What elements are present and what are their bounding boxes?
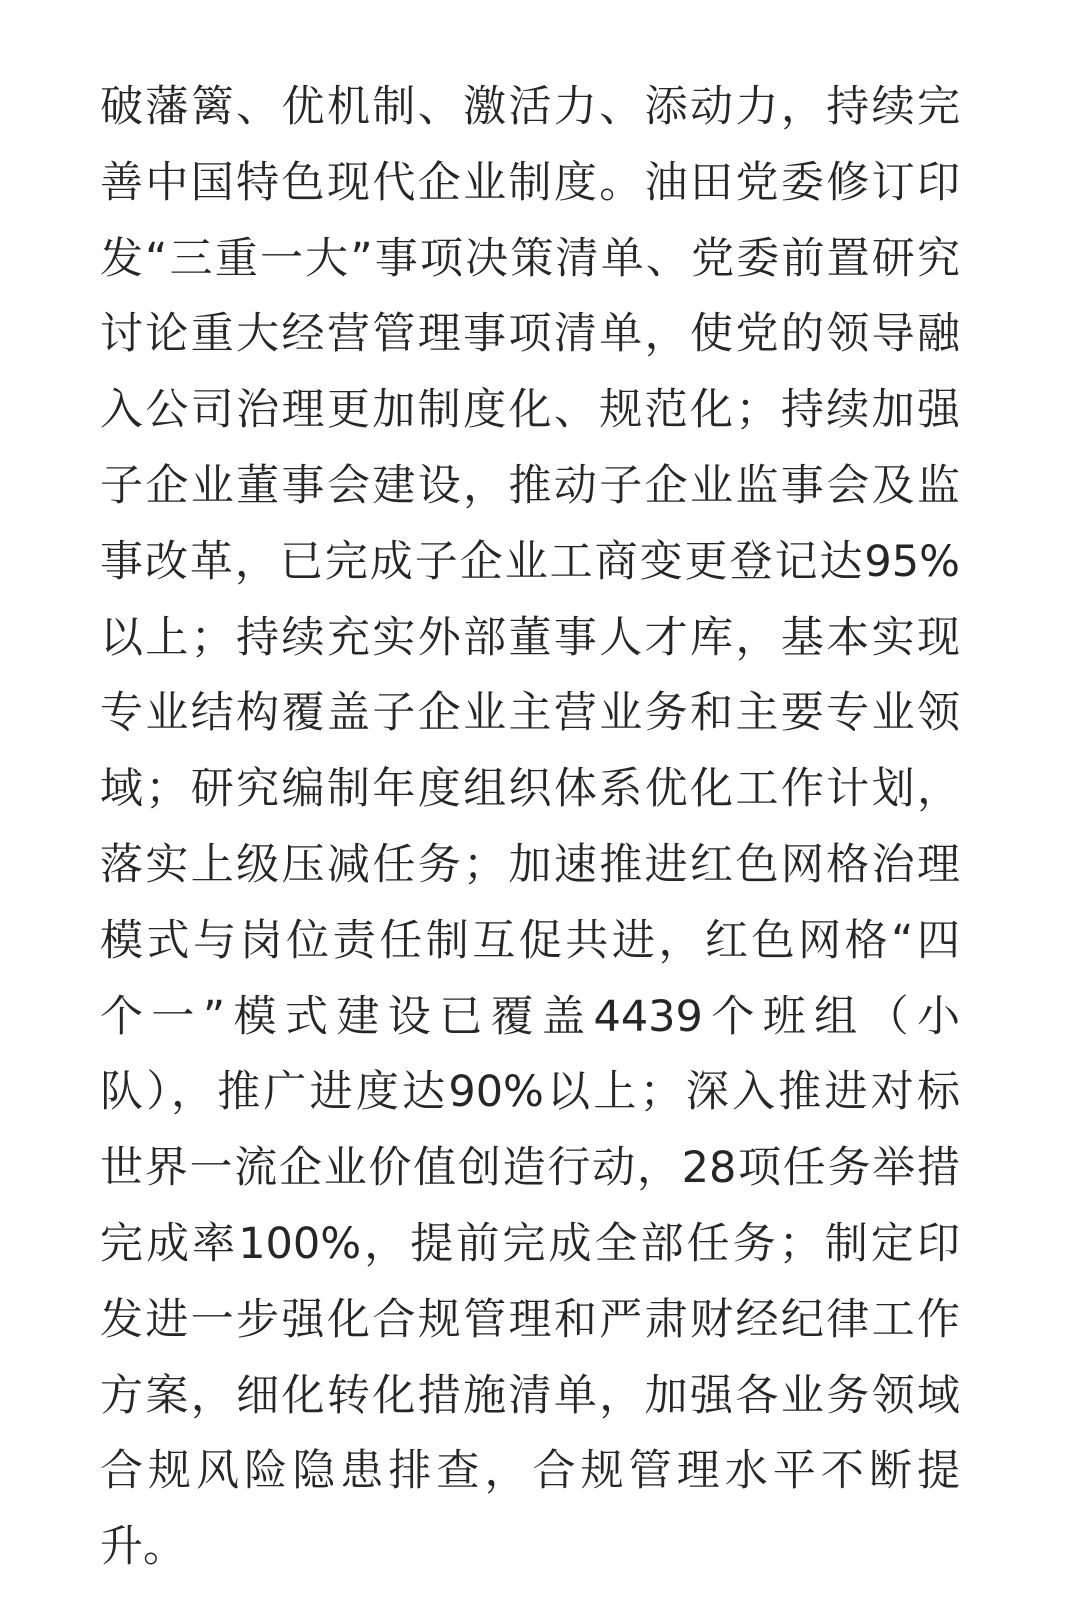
paragraph-line: 发“三重一大”事项决策清单、党委前置研究 [100, 233, 960, 284]
paragraph-line: 破藩篱、优机制、激活力、添动力，持续完 [100, 82, 960, 132]
paragraph-line: 升。 [100, 1522, 186, 1573]
paragraph-line: 善中国特色现代企业制度。油田党委修订印 [100, 157, 960, 208]
paragraph-line: 落实上级压减任务；加速推进红色网格治理 [100, 839, 960, 890]
paragraph-line: 入公司治理更加制度化、规范化；持续加强 [100, 385, 960, 436]
paragraph-line: 发进一步强化合规管理和严肃财经纪律工作 [100, 1294, 960, 1345]
paragraph-line: 合规风险隐患排查，合规管理水平不断提 [100, 1446, 960, 1497]
paragraph-line: 讨论重大经营管理事项清单，使党的领导融 [100, 309, 960, 360]
paragraph-line: 队），推广进度达90%以上；深入推进对标 [100, 1067, 960, 1118]
article-body [100, 70, 960, 1586]
paragraph-line: 专业结构覆盖子企业主营业务和主要专业领 [100, 688, 960, 739]
paragraph-line: 世界一流企业价值创造行动，28项任务举措 [100, 1143, 960, 1194]
paragraph-line: 事改革，已完成子企业工商变更登记达95% [100, 536, 960, 587]
paragraph-line: 模式与岗位责任制互促共进，红色网格“四 [100, 915, 960, 966]
paragraph-line: 以上；持续充实外部董事人才库，基本实现 [100, 612, 960, 663]
paragraph-line: 完成率100%，提前完成全部任务；制定印 [100, 1218, 960, 1269]
paragraph-line: 方案，细化转化措施清单，加强各业务领域 [100, 1370, 960, 1421]
paragraph-line: 个一”模式建设已覆盖4439个班组（小 [100, 991, 960, 1042]
paragraph-line: 域；研究编制年度组织体系优化工作计划， [100, 764, 960, 815]
paragraph-line: 子企业董事会建设，推动子企业监事会及监 [100, 460, 960, 511]
